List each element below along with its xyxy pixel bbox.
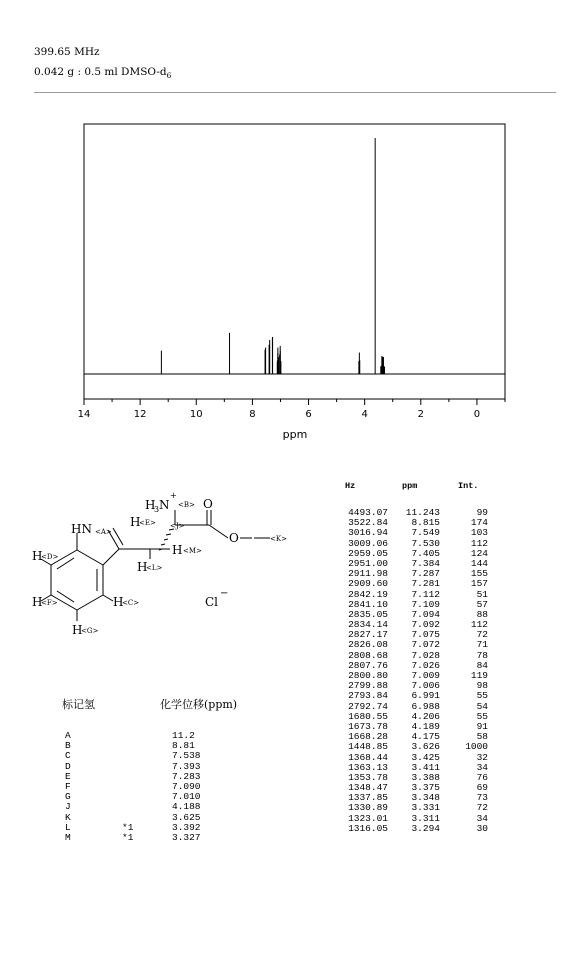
- peak-intensity: 51: [476, 588, 488, 600]
- peak-hz: 3522.84: [348, 517, 388, 529]
- assignment-row: [62, 833, 282, 843]
- assignment-proton-label: F: [65, 780, 71, 792]
- header-int: Int.: [458, 481, 479, 491]
- peak-intensity: 174: [470, 517, 488, 529]
- peak-table: [330, 508, 510, 834]
- assignment-shift-header: 化学位移(ppm): [160, 698, 238, 711]
- peak-hz: 2793.84: [348, 690, 388, 702]
- peak-ppm: 7.006: [411, 680, 440, 692]
- tag-l: <L>: [146, 564, 163, 572]
- peak-ppm: 3.294: [411, 822, 440, 834]
- peak-intensity: 88: [476, 608, 488, 620]
- h-c-label: H: [113, 595, 124, 609]
- tag-e: <E>: [139, 519, 156, 527]
- peak-hz: 2959.05: [348, 547, 388, 559]
- peak-hz: 1668.28: [348, 731, 388, 743]
- peak-row: [330, 824, 510, 834]
- peak-ppm: 7.094: [411, 608, 440, 620]
- peak-hz: 2835.05: [348, 608, 388, 620]
- peak-ppm: 7.075: [411, 629, 440, 641]
- assignment-shift-value: 8.81: [172, 740, 195, 752]
- tag-f: <F>: [41, 599, 58, 607]
- header-hz: Hz: [345, 481, 356, 491]
- peak-ppm: 6.991: [411, 690, 440, 702]
- peak-hz: 1323.01: [348, 812, 388, 824]
- assignment-note: *1: [122, 821, 134, 833]
- peak-hz: 1348.47: [348, 782, 388, 794]
- sample-text: 0.042 g : 0.5 ml DMSO-d: [34, 66, 167, 78]
- plus-charge-label: +: [170, 491, 177, 500]
- minus-charge-label: −: [220, 588, 229, 599]
- peak-hz: 3016.94: [348, 527, 388, 539]
- peak-hz: 2808.68: [348, 649, 388, 661]
- peak-intensity: 99: [476, 507, 488, 518]
- peak-hz: 2827.17: [348, 629, 388, 641]
- h-d-label: H: [32, 549, 43, 563]
- tag-d: <D>: [41, 553, 59, 561]
- peak-hz: 2909.60: [348, 578, 388, 590]
- peak-hz: 2911.98: [348, 568, 388, 580]
- peak-intensity: 55: [476, 710, 488, 722]
- tag-j: <J>: [170, 522, 185, 530]
- sample-description: [34, 66, 171, 80]
- peak-hz: 1680.55: [348, 710, 388, 722]
- tag-c: <C>: [122, 599, 140, 607]
- x-tick-label: 4: [361, 409, 368, 420]
- x-tick-label: 10: [189, 409, 203, 420]
- peak-ppm: 7.287: [411, 568, 440, 580]
- peak-hz: 1316.05: [348, 822, 388, 834]
- peak-ppm: 3.425: [411, 751, 440, 763]
- peak-ppm: 8.815: [411, 517, 440, 529]
- peak-ppm: 7.549: [411, 527, 440, 539]
- peak-ppm: 11.243: [405, 507, 440, 518]
- peak-intensity: 144: [470, 557, 488, 569]
- assignment-shift-value: 7.010: [172, 791, 201, 803]
- x-axis-label: ppm: [282, 428, 308, 441]
- plot-frame: [84, 124, 505, 399]
- nitrogen-label: N: [159, 498, 170, 512]
- x-tick-label: 6: [305, 409, 312, 420]
- sample-subscript: 6: [166, 71, 172, 81]
- peak-hz: 3009.06: [348, 537, 388, 549]
- assignment-proton-label: E: [65, 770, 71, 782]
- peak-intensity: 69: [476, 782, 488, 794]
- peak-ppm: 7.072: [411, 639, 440, 651]
- peak-ppm: 4.189: [411, 720, 440, 732]
- peak-ppm: 7.028: [411, 649, 440, 661]
- assignment-shift-value: 4.188: [172, 801, 201, 813]
- h-f-label: H: [32, 595, 43, 609]
- assignment-shift-value: 3.625: [172, 811, 201, 823]
- assignment-proton-label: D: [65, 760, 71, 772]
- header-ppm: ppm: [402, 481, 418, 491]
- assignment-label-header: 标记氢: [62, 698, 95, 711]
- assignment-shift-value: 7.283: [172, 770, 201, 782]
- peak-hz: 1368.44: [348, 751, 388, 763]
- peak-hz: 2842.19: [348, 588, 388, 600]
- ticks-group: [78, 399, 505, 420]
- peak-ppm: 7.026: [411, 659, 440, 671]
- nh3-h-label: H: [145, 498, 156, 512]
- peak-hz: 1330.89: [348, 802, 388, 814]
- assignment-shift-value: 7.090: [172, 780, 201, 792]
- nmr-spectrum-chart: [0, 110, 570, 450]
- x-tick-label: 0: [473, 409, 481, 420]
- tag-b: <B>: [178, 501, 195, 509]
- peak-hz: 4493.07: [348, 507, 388, 518]
- peak-ppm: 3.388: [411, 771, 440, 783]
- assignment-shift-value: 7.538: [172, 750, 201, 762]
- peak-intensity: 54: [476, 700, 488, 712]
- assignment-proton-label: G: [65, 791, 71, 803]
- peak-ppm: 3.626: [411, 741, 440, 753]
- peak-ppm: 3.331: [411, 802, 440, 814]
- x-tick-label: 12: [133, 409, 147, 420]
- chloride-label: Cl: [205, 595, 219, 609]
- peak-intensity: 112: [470, 537, 488, 549]
- peak-intensity: 98: [476, 680, 488, 692]
- assignment-shift-value: 11.2: [172, 730, 195, 741]
- peak-ppm: 3.375: [411, 782, 440, 794]
- peak-hz: 1448.85: [348, 741, 388, 753]
- assignment-note: *1: [122, 831, 134, 843]
- peak-intensity: 155: [470, 568, 488, 580]
- h-g-label: H: [72, 623, 83, 637]
- h-l-label: H: [137, 560, 148, 574]
- peak-row: [330, 579, 510, 589]
- peak-ppm: 3.411: [411, 761, 440, 773]
- peak-intensity: 30: [476, 822, 488, 834]
- assignment-table: [62, 731, 282, 843]
- peak-intensity: 78: [476, 649, 488, 661]
- assignment-proton-label: J: [65, 801, 71, 813]
- peak-hz: 2792.74: [348, 700, 388, 712]
- peak-ppm: 6.988: [411, 700, 440, 712]
- peak-intensity: 91: [476, 720, 488, 732]
- peak-intensity: 112: [470, 619, 488, 631]
- peak-ppm: 7.405: [411, 547, 440, 559]
- molecule-structure: [0, 470, 330, 660]
- peak-intensity: 72: [476, 802, 488, 814]
- peak-ppm: 7.009: [411, 670, 440, 681]
- h-m-label: H: [172, 543, 183, 557]
- peak-ppm: 4.206: [411, 710, 440, 722]
- assignment-proton-label: M: [65, 831, 71, 843]
- peak-hz: 2951.00: [348, 557, 388, 569]
- peak-intensity: 103: [470, 527, 488, 539]
- peak-intensity: 119: [470, 670, 488, 681]
- peak-ppm: 7.092: [411, 619, 440, 631]
- atom-labels: [32, 491, 239, 637]
- peak-hz: 2799.88: [348, 680, 388, 692]
- peak-intensity: 84: [476, 659, 488, 671]
- peaks-group: [161, 138, 384, 374]
- peak-ppm: 7.112: [411, 588, 440, 600]
- assignment-proton-label: C: [65, 750, 71, 762]
- peak-intensity: 1000: [465, 741, 488, 753]
- indole-hn-label: HN: [71, 522, 92, 536]
- peak-hz: 1363.13: [348, 761, 388, 773]
- peak-intensity: 73: [476, 792, 488, 804]
- peak-intensity: 72: [476, 629, 488, 641]
- assignment-proton-label: B: [65, 740, 71, 752]
- peak-intensity: 71: [476, 639, 488, 651]
- x-tick-label: 2: [417, 409, 424, 420]
- peak-hz: 1337.85: [348, 792, 388, 804]
- assignment-proton-label: K: [65, 811, 71, 823]
- assignment-shift-value: 3.327: [172, 831, 201, 843]
- tag-m: <M>: [183, 547, 202, 555]
- assignment-shift-value: 7.393: [172, 760, 201, 772]
- peak-hz: 2826.08: [348, 639, 388, 651]
- peak-hz: 2834.14: [348, 619, 388, 631]
- peak-hz: 2807.76: [348, 659, 388, 671]
- assignment-row: [62, 802, 282, 812]
- peak-hz: 1353.78: [348, 771, 388, 783]
- peak-ppm: 7.530: [411, 537, 440, 549]
- ester-oxygen-label: O: [229, 531, 239, 545]
- peak-intensity: 34: [476, 761, 488, 773]
- nh3-sub-label: 3: [154, 505, 160, 514]
- header-divider: [34, 92, 556, 93]
- assignment-proton-label: L: [65, 821, 71, 833]
- peak-intensity: 55: [476, 690, 488, 702]
- tag-a: <A>: [95, 528, 112, 536]
- peak-ppm: 7.109: [411, 598, 440, 610]
- h-e-label: H: [130, 515, 141, 529]
- peak-row: [330, 742, 510, 752]
- assignment-shift-value: 3.392: [172, 821, 201, 833]
- peak-intensity: 32: [476, 751, 488, 763]
- peak-intensity: 124: [470, 547, 488, 559]
- peak-hz: 1673.78: [348, 720, 388, 732]
- peak-ppm: 4.175: [411, 731, 440, 743]
- peak-ppm: 3.311: [411, 812, 440, 824]
- peak-intensity: 157: [470, 578, 488, 590]
- spectrometer-frequency: 399.65 MHz: [34, 46, 100, 58]
- peak-ppm: 3.348: [411, 792, 440, 804]
- tag-g: <G>: [81, 627, 99, 635]
- peak-hz: 2841.10: [348, 598, 388, 610]
- carbonyl-oxygen-label: O: [203, 497, 213, 511]
- peak-ppm: 7.281: [411, 578, 440, 590]
- peak-intensity: 58: [476, 731, 488, 743]
- peak-intensity: 57: [476, 598, 488, 610]
- x-tick-label: 14: [77, 409, 91, 420]
- x-tick-label: 8: [249, 409, 256, 420]
- peak-intensity: 76: [476, 771, 488, 783]
- tag-k: <K>: [270, 535, 287, 543]
- peak-hz: 2800.80: [348, 670, 388, 681]
- assignment-proton-label: A: [65, 730, 71, 741]
- peak-intensity: 34: [476, 812, 488, 824]
- peak-ppm: 7.384: [411, 557, 440, 569]
